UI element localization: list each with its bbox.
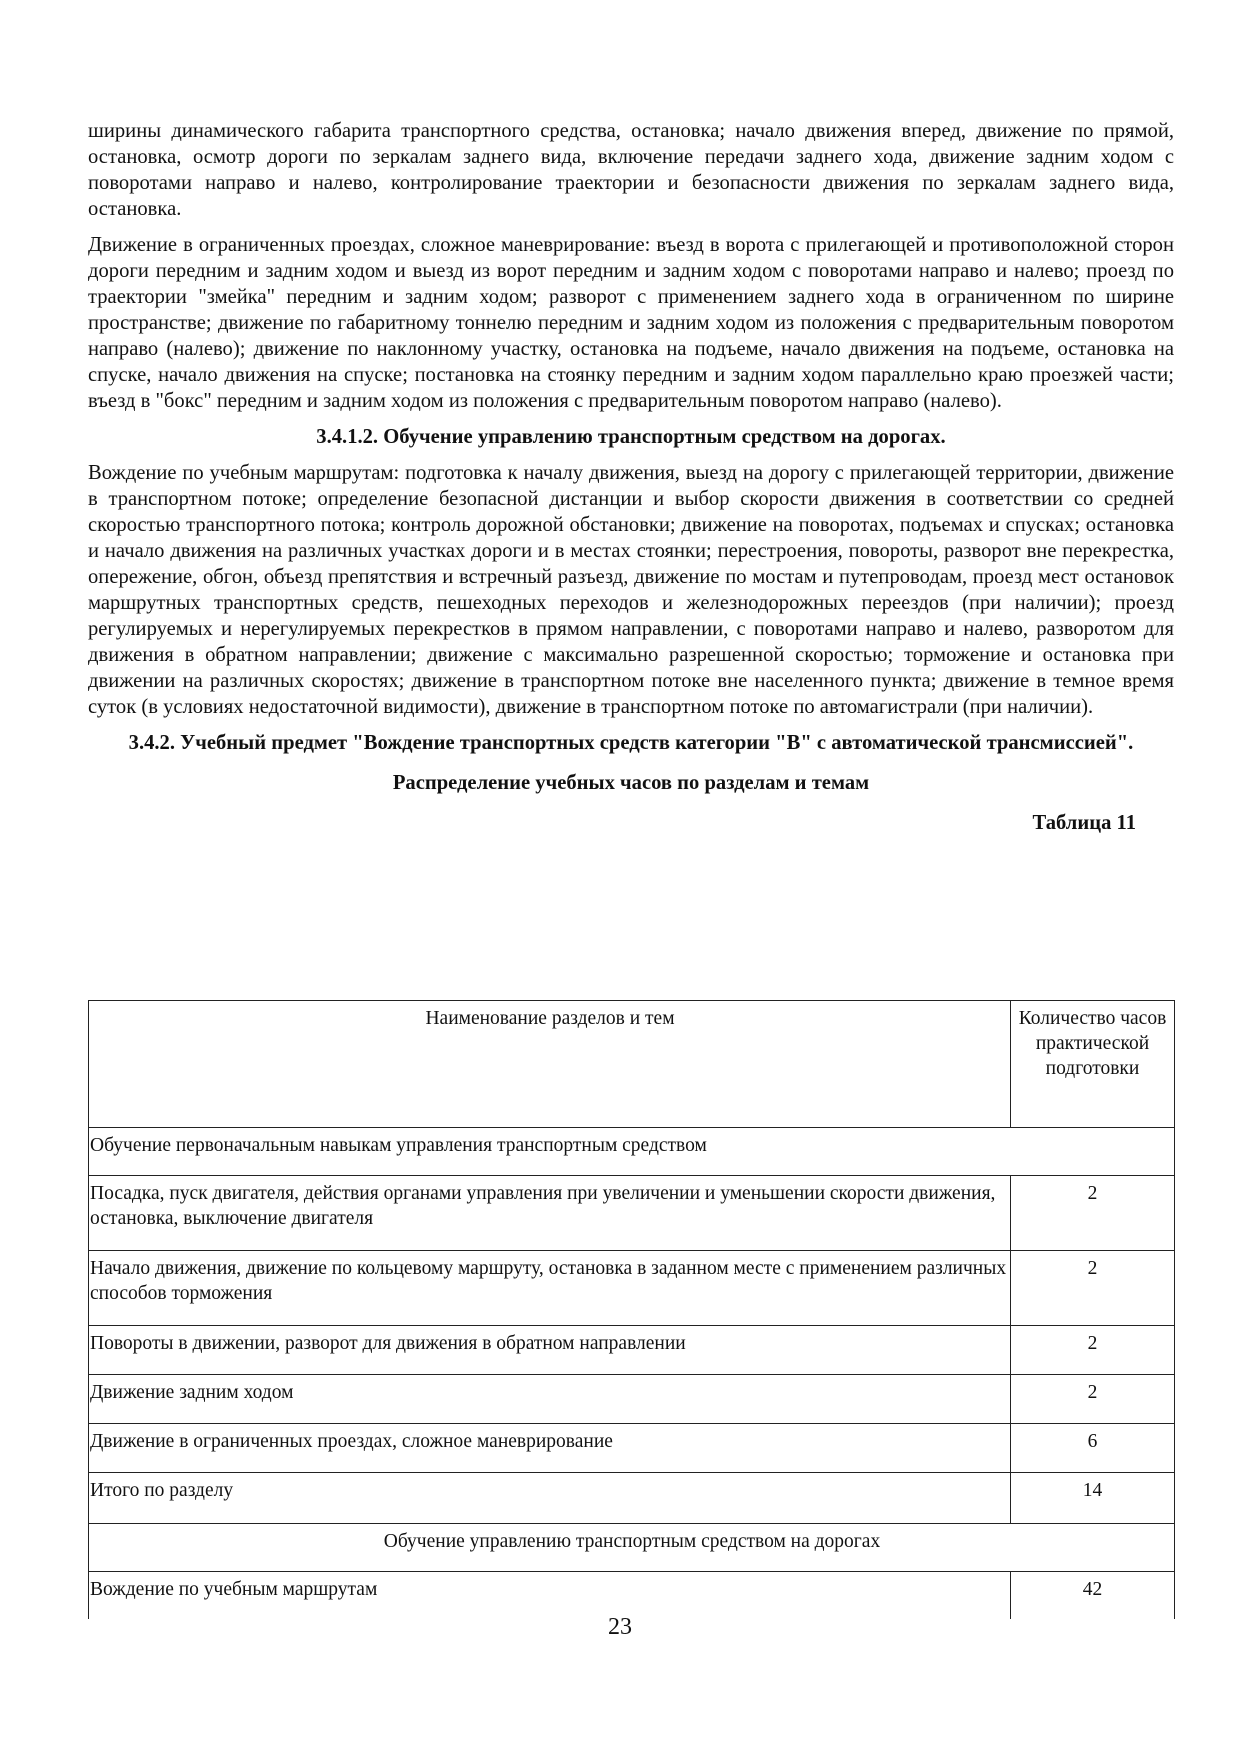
paragraph-training-routes: Вождение по учебным маршрутам: подготовка к началу движения, выезд на дорогу с прилегающей территории, движение в транспортном потоке; определение безопасной дистанции и выбор скорости движения в соответствии со средней скоростью транспортного потока; контроль дорожной обстановки; движение на поворотах, подъемах и спусках; остановка и начало движения на различных участках дороги и в местах стоянки; перестроения, повороты, разворот вне перекрестка, опережение, обгон, объезд препятствия и встречный разъезд, движение по мостам и путепроводам, проезд мест остановок маршрутных транспортных средств, пешеходных переходов и железнодорожных переездов (при наличии); проезд регулируемых и нерегулируемых перекрестков в прямом направлении, с поворотами направо и налево, разворотом для движения в обратном направлении; движение с максимально разрешенной скоростью; торможение и остановка при движении на различных скоростях; движение в транспортном потоке вне населенного пункта; движение в темное время суток (в условиях недостаточной видимости), движение в транспортном потоке по автомагистрали (при наличии). — [88, 462, 1174, 718]
topic-hours: 2 — [1011, 1251, 1175, 1326]
table-section-row — [89, 1128, 1175, 1176]
topic-name: Движение в ограниченных проездах, сложное маневрирование — [89, 1424, 1011, 1473]
paragraph-restricted-maneuvering: Движение в ограниченных проездах, сложное маневрирование: въезд в ворота с прилегающей и противоположной сторон дороги передним и задним ходом и выезд из ворот передним и задним ходом с поворотами направо и налево; проезд по траектории "змейка" передним и задним ходом; разворот с применением заднего хода в ограниченном по ширине пространстве; движение по габаритному тоннелю передним и задним ходом из положения с предварительным поворотом направо (налево); движение по наклонному участку, остановка на подъеме, начало движения на подъеме, остановка на спуске, начало движения на спуске; постановка на стоянку передним и задним ходом параллельно краю проезжей части; въезд в "бокс" передним и задним ходом из положения с предварительным поворотом направо (налево). — [88, 234, 1174, 412]
table-row — [89, 1375, 1175, 1424]
topic-name: Начало движения, движение по кольцевому маршруту, остановка в заданном месте с применением различных способов торможения — [89, 1251, 1011, 1326]
table-title: Распределение учебных часов по разделам и темам — [392, 772, 870, 794]
paragraph-continuation: ширины динамического габарита транспортного средства, остановка; начало движения вперед, движение по прямой, остановка, осмотр дороги по зеркалам заднего вида, включение передачи заднего хода, движение задним ходом с поворотами направо и налево, контролирование траектории и безопасности движения по зеркалам заднего вида, остановка. — [88, 120, 1174, 220]
topic-name: Посадка, пуск двигателя, действия органами управления при увеличении и уменьшении скорости движения, остановка, выключение двигателя — [89, 1176, 1011, 1251]
table-section-row — [89, 1524, 1175, 1572]
topic-hours: 2 — [1011, 1176, 1175, 1251]
table-row — [89, 1176, 1175, 1251]
header-hours: Количество часов практической подготовки — [1011, 1001, 1175, 1128]
topic-name: Вождение по учебным маршрутам — [89, 1572, 1011, 1620]
page-number: 23 — [608, 1614, 632, 1640]
total-hours: 14 — [1011, 1473, 1175, 1524]
topic-hours: 2 — [1011, 1326, 1175, 1375]
header-topics: Наименование разделов и тем — [89, 1001, 1011, 1128]
topic-hours: 42 — [1011, 1572, 1175, 1620]
topic-name: Движение задним ходом — [89, 1375, 1011, 1424]
topic-name: Повороты в движении, разворот для движения в обратном направлении — [89, 1326, 1011, 1375]
table-row — [89, 1251, 1175, 1326]
topic-hours: 2 — [1011, 1375, 1175, 1424]
table-caption: Таблица 11 — [1032, 812, 1136, 834]
table-row — [89, 1572, 1175, 1620]
hours-table — [88, 1000, 1175, 1619]
table-row — [89, 1326, 1175, 1375]
document-page — [88, 118, 1174, 836]
section-initial-skills: Обучение первоначальным навыкам управления транспортным средством — [89, 1128, 1175, 1176]
section-heading-3-4-1-2: 3.4.1.2. Обучение управлению транспортным средством на дорогах. — [316, 426, 946, 448]
table-total-row — [89, 1473, 1175, 1524]
table-row — [89, 1424, 1175, 1473]
table-header-row — [89, 1001, 1175, 1128]
topic-hours: 6 — [1011, 1424, 1175, 1473]
section-road-training: Обучение управлению транспортным средством на дорогах — [89, 1524, 1175, 1572]
total-label: Итого по разделу — [89, 1473, 1011, 1524]
section-heading-3-4-2: 3.4.2. Учебный предмет "Вождение транспортных средств категории "B" с автоматической трансмиссией". — [128, 732, 1134, 754]
